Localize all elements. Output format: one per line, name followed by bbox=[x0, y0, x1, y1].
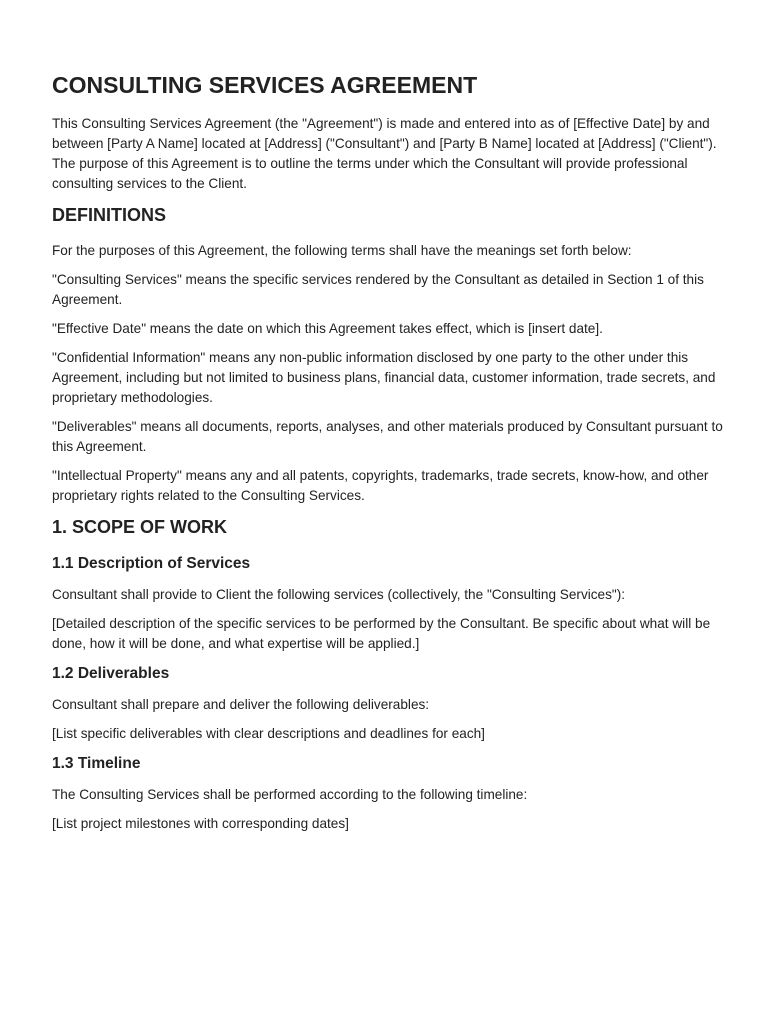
scope-of-work-section bbox=[52, 515, 724, 834]
deliverables-placeholder: [List specific deliverables with clear descriptions and deadlines for each] bbox=[52, 726, 485, 741]
deliverables-heading: 1.2 Deliverables bbox=[52, 665, 170, 682]
intro-paragraph: This Consulting Services Agreement (the "Agreement") is made and entered into as of [Effective Date] by and between [Party A Name] located at [Address] ("Consultant") and [Party B Name] located at [Address] ("Client"). The purpose of this Agreement is to outline the terms under which the Consultant will provide professional consulting services to the Client. bbox=[52, 116, 717, 191]
services-placeholder: [Detailed description of the specific services to be performed by the Consultant. Be specific about what will be done, how it will be done, and what expertise will be applied.] bbox=[52, 616, 711, 651]
scope-of-work-heading: 1. SCOPE OF WORK bbox=[52, 517, 228, 537]
document-page bbox=[52, 70, 724, 843]
deliverables-lead: Consultant shall prepare and deliver the following deliverables: bbox=[52, 697, 430, 712]
definition-item-effective-date: "Effective Date" means the date on which this Agreement takes effect, which is [insert date]. bbox=[52, 321, 603, 336]
timeline-lead: The Consulting Services shall be performed according to the following timeline: bbox=[52, 787, 528, 802]
definitions-lead: For the purposes of this Agreement, the following terms shall have the meanings set forth below: bbox=[52, 243, 632, 258]
definition-item-consulting-services: "Consulting Services" means the specific services rendered by the Consultant as detailed in Section 1 of this Agreement. bbox=[52, 272, 704, 307]
document-title: CONSULTING SERVICES AGREEMENT bbox=[52, 72, 478, 98]
definition-item-intellectual-property: "Intellectual Property" means any and all patents, copyrights, trademarks, trade secrets, know-how, and other proprietary rights related to the Consulting Services. bbox=[52, 468, 709, 503]
services-lead: Consultant shall provide to Client the following services (collectively, the "Consulting Services"): bbox=[52, 587, 626, 602]
definition-item-confidential-information: "Confidential Information" means any non-public information disclosed by one party to the other under this Agreement, including but not limited to business plans, financial data, customer information, trade secrets, and proprietary methodologies. bbox=[52, 350, 716, 405]
definitions-heading: DEFINITIONS bbox=[52, 205, 167, 225]
timeline-placeholder: [List project milestones with corresponding dates] bbox=[52, 816, 349, 831]
timeline-heading: 1.3 Timeline bbox=[52, 755, 141, 772]
definition-item-deliverables: "Deliverables" means all documents, reports, analyses, and other materials produced by Consultant pursuant to this Agreement. bbox=[52, 419, 723, 454]
definitions-section bbox=[52, 203, 724, 506]
services-heading: 1.1 Description of Services bbox=[52, 555, 251, 572]
